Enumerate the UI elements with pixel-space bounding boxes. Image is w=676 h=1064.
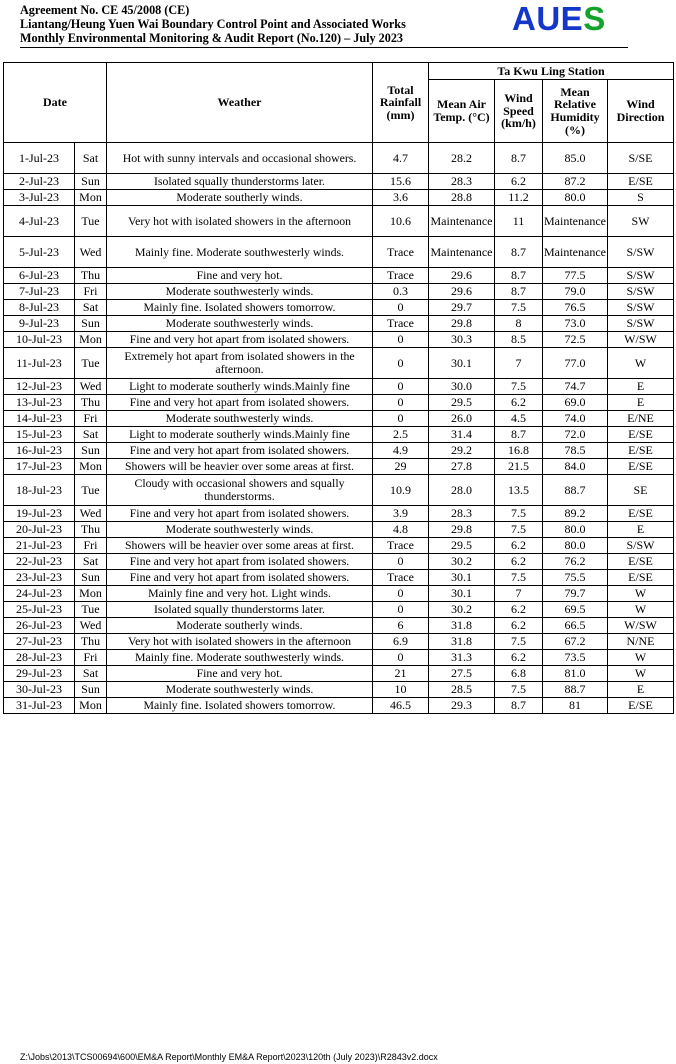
temperature-cell: 30.2	[429, 554, 495, 570]
humidity-cell: 88.7	[543, 682, 608, 698]
temperature-cell: 26.0	[429, 411, 495, 427]
weather-cell: Isolated squally thunderstorms later.	[107, 174, 373, 190]
temperature-cell: 28.3	[429, 174, 495, 190]
wind-direction-cell: W/SW	[608, 332, 674, 348]
rainfall-cell: 0	[373, 300, 429, 316]
humidity-cell: 72.5	[543, 332, 608, 348]
file-path-footer: Z:\Jobs\2013\TCS00694\600\EM&A Report\Monthly EM&A Report\2023\120th (July 2023)\R2843v2.docx	[20, 1052, 438, 1062]
humidity-cell: 77.0	[543, 348, 608, 379]
humidity-cell: Maintenance	[543, 206, 608, 237]
humidity-cell: 81.0	[543, 666, 608, 682]
wind-direction-cell: W	[608, 650, 674, 666]
table-row	[4, 682, 674, 698]
date-cell: 1-Jul-23	[4, 143, 75, 174]
rainfall-cell: 6	[373, 618, 429, 634]
day-cell: Mon	[75, 586, 107, 602]
humidity-cell: 75.5	[543, 570, 608, 586]
temperature-cell: 29.8	[429, 316, 495, 332]
rainfall-cell: 46.5	[373, 698, 429, 714]
wind-direction-cell: E/SE	[608, 570, 674, 586]
table-row	[4, 586, 674, 602]
weather-cell: Mainly fine. Isolated showers tomorrow.	[107, 300, 373, 316]
day-cell: Sat	[75, 427, 107, 443]
wind-speed-cell: 6.2	[495, 554, 543, 570]
rainfall-cell: 0	[373, 554, 429, 570]
day-cell: Mon	[75, 190, 107, 206]
wind-speed-header: Wind Speed (km/h)	[495, 80, 543, 143]
date-cell: 16-Jul-23	[4, 443, 75, 459]
day-cell: Wed	[75, 379, 107, 395]
rainfall-cell: 0	[373, 332, 429, 348]
weather-cell: Mainly fine. Moderate southwesterly winds.	[107, 650, 373, 666]
date-cell: 15-Jul-23	[4, 427, 75, 443]
rainfall-cell: 10	[373, 682, 429, 698]
wind-speed-cell: 6.2	[495, 395, 543, 411]
wind-direction-cell: S	[608, 190, 674, 206]
temp-header: Mean Air Temp. (°C)	[429, 80, 495, 143]
table-row	[4, 284, 674, 300]
weather-table	[3, 62, 674, 714]
wind-direction-cell: SE	[608, 475, 674, 506]
date-cell: 29-Jul-23	[4, 666, 75, 682]
wind-speed-cell: 8	[495, 316, 543, 332]
weather-cell: Moderate southwesterly winds.	[107, 682, 373, 698]
temperature-cell: 29.5	[429, 395, 495, 411]
rainfall-cell: 15.6	[373, 174, 429, 190]
weather-cell: Very hot with isolated showers in the afternoon	[107, 206, 373, 237]
wind-direction-cell: S/SE	[608, 143, 674, 174]
table-row	[4, 698, 674, 714]
rainfall-cell: 0	[373, 586, 429, 602]
humidity-cell: 66.5	[543, 618, 608, 634]
date-cell: 6-Jul-23	[4, 268, 75, 284]
day-cell: Thu	[75, 268, 107, 284]
table-row	[4, 459, 674, 475]
humidity-cell: 69.5	[543, 602, 608, 618]
day-cell: Fri	[75, 411, 107, 427]
wind-speed-cell: 6.8	[495, 666, 543, 682]
weather-cell: Showers will be heavier over some areas at first.	[107, 538, 373, 554]
humidity-cell: 77.5	[543, 268, 608, 284]
wind-speed-cell: 7.5	[495, 682, 543, 698]
temperature-cell: 27.5	[429, 666, 495, 682]
wind-direction-cell: W	[608, 602, 674, 618]
date-cell: 22-Jul-23	[4, 554, 75, 570]
wind-speed-cell: 8.7	[495, 427, 543, 443]
weather-cell: Isolated squally thunderstorms later.	[107, 602, 373, 618]
wind-direction-cell: W/SW	[608, 618, 674, 634]
day-cell: Tue	[75, 475, 107, 506]
temperature-cell: 31.4	[429, 427, 495, 443]
day-cell: Thu	[75, 395, 107, 411]
humidity-cell: 78.5	[543, 443, 608, 459]
humidity-cell: 73.0	[543, 316, 608, 332]
humidity-cell: 76.5	[543, 300, 608, 316]
humidity-cell: 84.0	[543, 459, 608, 475]
day-cell: Fri	[75, 650, 107, 666]
weather-cell: Hot with sunny intervals and occasional showers.	[107, 143, 373, 174]
wind-speed-cell: 7.5	[495, 506, 543, 522]
day-cell: Thu	[75, 522, 107, 538]
wind-direction-cell: E/SE	[608, 427, 674, 443]
temperature-cell: 30.2	[429, 602, 495, 618]
date-cell: 10-Jul-23	[4, 332, 75, 348]
rainfall-cell: 0	[373, 602, 429, 618]
wind-direction-cell: E/SE	[608, 443, 674, 459]
date-cell: 14-Jul-23	[4, 411, 75, 427]
wind-direction-cell: SW	[608, 206, 674, 237]
temperature-cell: 29.3	[429, 698, 495, 714]
wind-speed-cell: 7.5	[495, 570, 543, 586]
table-row	[4, 443, 674, 459]
rainfall-cell: 4.7	[373, 143, 429, 174]
rainfall-cell: 0.3	[373, 284, 429, 300]
date-cell: 7-Jul-23	[4, 284, 75, 300]
humidity-cell: 81	[543, 698, 608, 714]
rainfall-cell: 2.5	[373, 427, 429, 443]
temperature-cell: Maintenance	[429, 237, 495, 268]
table-row	[4, 143, 674, 174]
wind-speed-cell: 11	[495, 206, 543, 237]
header-rule	[20, 47, 628, 48]
wind-direction-cell: E	[608, 682, 674, 698]
wind-direction-header: Wind Direction	[608, 80, 674, 143]
wind-direction-cell: E/SE	[608, 698, 674, 714]
weather-header: Weather	[107, 63, 373, 143]
wind-speed-cell: 6.2	[495, 174, 543, 190]
weather-cell: Fine and very hot apart from isolated showers.	[107, 570, 373, 586]
day-cell: Wed	[75, 506, 107, 522]
weather-cell: Fine and very hot apart from isolated showers.	[107, 443, 373, 459]
weather-cell: Moderate southwesterly winds.	[107, 411, 373, 427]
date-cell: 27-Jul-23	[4, 634, 75, 650]
date-cell: 26-Jul-23	[4, 618, 75, 634]
wind-speed-cell: 16.8	[495, 443, 543, 459]
aues-logo	[512, 1, 606, 37]
weather-cell: Fine and very hot apart from isolated showers.	[107, 332, 373, 348]
wind-speed-cell: 7.5	[495, 300, 543, 316]
agreement-number: Agreement No. CE 45/2008 (CE)	[20, 3, 190, 17]
wind-speed-cell: 8.7	[495, 284, 543, 300]
temperature-cell: 31.3	[429, 650, 495, 666]
day-cell: Sun	[75, 570, 107, 586]
date-cell: 28-Jul-23	[4, 650, 75, 666]
wind-speed-cell: 7.5	[495, 522, 543, 538]
weather-cell: Light to moderate southerly winds.Mainly fine	[107, 427, 373, 443]
rainfall-cell: 0	[373, 411, 429, 427]
rainfall-cell: 29	[373, 459, 429, 475]
humidity-cell: 76.2	[543, 554, 608, 570]
temperature-cell: 29.6	[429, 284, 495, 300]
weather-cell: Cloudy with occasional showers and squally thunderstorms.	[107, 475, 373, 506]
temperature-cell: 27.8	[429, 459, 495, 475]
weather-cell: Very hot with isolated showers in the afternoon	[107, 634, 373, 650]
date-header: Date	[4, 63, 107, 143]
table-row	[4, 618, 674, 634]
wind-speed-cell: 4.5	[495, 411, 543, 427]
wind-speed-cell: 11.2	[495, 190, 543, 206]
wind-direction-cell: S/SW	[608, 237, 674, 268]
weather-cell: Mainly fine. Isolated showers tomorrow.	[107, 698, 373, 714]
wind-speed-cell: 6.2	[495, 650, 543, 666]
wind-direction-cell: E/SE	[608, 459, 674, 475]
weather-cell: Fine and very hot.	[107, 268, 373, 284]
wind-direction-cell: E/NE	[608, 411, 674, 427]
rainfall-cell: 6.9	[373, 634, 429, 650]
day-cell: Wed	[75, 618, 107, 634]
temperature-cell: 29.6	[429, 268, 495, 284]
date-cell: 23-Jul-23	[4, 570, 75, 586]
date-cell: 13-Jul-23	[4, 395, 75, 411]
wind-direction-cell: E/SE	[608, 174, 674, 190]
weather-cell: Moderate southwesterly winds.	[107, 522, 373, 538]
date-cell: 2-Jul-23	[4, 174, 75, 190]
date-cell: 3-Jul-23	[4, 190, 75, 206]
rainfall-cell: 4.9	[373, 443, 429, 459]
date-cell: 5-Jul-23	[4, 237, 75, 268]
logo-text: AUE	[512, 0, 584, 37]
weather-cell: Fine and very hot.	[107, 666, 373, 682]
humidity-cell: 79.7	[543, 586, 608, 602]
report-title: Monthly Environmental Monitoring & Audit Report (No.120) – July 2023	[20, 31, 404, 46]
rainfall-cell: 10.6	[373, 206, 429, 237]
date-cell: 21-Jul-23	[4, 538, 75, 554]
table-row	[4, 190, 674, 206]
day-cell: Tue	[75, 206, 107, 237]
temperature-cell: 30.1	[429, 586, 495, 602]
project-title: Liantang/Heung Yuen Wai Boundary Control Point and Associated Works	[20, 17, 406, 32]
wind-direction-cell: E	[608, 379, 674, 395]
date-cell: 19-Jul-23	[4, 506, 75, 522]
wind-speed-cell: 8.5	[495, 332, 543, 348]
table-row	[4, 666, 674, 682]
humidity-cell: 69.0	[543, 395, 608, 411]
rainfall-cell: 3.6	[373, 190, 429, 206]
temperature-cell: 29.7	[429, 300, 495, 316]
humidity-header: Mean Relative Humidity (%)	[543, 80, 608, 143]
table-row	[4, 634, 674, 650]
temperature-cell: 28.8	[429, 190, 495, 206]
wind-direction-cell: S/SW	[608, 300, 674, 316]
wind-speed-cell: 8.7	[495, 268, 543, 284]
logo-text-last: S	[583, 0, 606, 37]
wind-speed-cell: 8.7	[495, 698, 543, 714]
wind-direction-cell: N/NE	[608, 634, 674, 650]
day-cell: Tue	[75, 602, 107, 618]
rainfall-cell: Trace	[373, 538, 429, 554]
temperature-cell: 29.8	[429, 522, 495, 538]
weather-cell: Mainly fine and very hot. Light winds.	[107, 586, 373, 602]
temperature-cell: 31.8	[429, 634, 495, 650]
temperature-cell: 30.3	[429, 332, 495, 348]
date-cell: 20-Jul-23	[4, 522, 75, 538]
wind-speed-cell: 21.5	[495, 459, 543, 475]
wind-speed-cell: 8.7	[495, 143, 543, 174]
wind-direction-cell: E	[608, 395, 674, 411]
table-row	[4, 427, 674, 443]
table-row	[4, 316, 674, 332]
weather-cell: Fine and very hot apart from isolated showers.	[107, 395, 373, 411]
day-cell: Fri	[75, 284, 107, 300]
wind-direction-cell: S/SW	[608, 538, 674, 554]
weather-cell: Moderate southerly winds.	[107, 618, 373, 634]
weather-cell: Moderate southerly winds.	[107, 190, 373, 206]
humidity-cell: 80.0	[543, 190, 608, 206]
wind-direction-cell: S/SW	[608, 316, 674, 332]
wind-speed-cell: 6.2	[495, 538, 543, 554]
wind-speed-cell: 7.5	[495, 634, 543, 650]
table-row	[4, 174, 674, 190]
wind-direction-cell: E/SE	[608, 554, 674, 570]
wind-speed-cell: 7	[495, 586, 543, 602]
rainfall-cell: 4.8	[373, 522, 429, 538]
rainfall-cell: 0	[373, 379, 429, 395]
temperature-cell: 30.1	[429, 570, 495, 586]
date-cell: 18-Jul-23	[4, 475, 75, 506]
table-row	[4, 570, 674, 586]
rainfall-cell: 0	[373, 650, 429, 666]
table-row	[4, 650, 674, 666]
day-cell: Sat	[75, 666, 107, 682]
wind-speed-cell: 6.2	[495, 618, 543, 634]
table-row	[4, 554, 674, 570]
temperature-cell: 28.3	[429, 506, 495, 522]
temperature-cell: 28.5	[429, 682, 495, 698]
rainfall-header: Total Rainfall (mm)	[373, 63, 429, 143]
weather-table-body	[4, 143, 674, 714]
weather-cell: Moderate southwesterly winds.	[107, 284, 373, 300]
rainfall-cell: 10.9	[373, 475, 429, 506]
temperature-cell: 31.8	[429, 618, 495, 634]
rainfall-cell: Trace	[373, 570, 429, 586]
rainfall-cell: Trace	[373, 268, 429, 284]
humidity-cell: 89.2	[543, 506, 608, 522]
humidity-cell: Maintenance	[543, 237, 608, 268]
rainfall-cell: 0	[373, 395, 429, 411]
day-cell: Sun	[75, 443, 107, 459]
humidity-cell: 85.0	[543, 143, 608, 174]
table-row	[4, 522, 674, 538]
day-cell: Thu	[75, 634, 107, 650]
humidity-cell: 74.0	[543, 411, 608, 427]
rainfall-cell: 0	[373, 348, 429, 379]
wind-direction-cell: E/SE	[608, 506, 674, 522]
day-cell: Sun	[75, 174, 107, 190]
date-cell: 4-Jul-23	[4, 206, 75, 237]
table-row	[4, 268, 674, 284]
date-cell: 11-Jul-23	[4, 348, 75, 379]
humidity-cell: 80.0	[543, 538, 608, 554]
day-cell: Sat	[75, 554, 107, 570]
day-cell: Sat	[75, 143, 107, 174]
weather-cell: Light to moderate southerly winds.Mainly fine	[107, 379, 373, 395]
humidity-cell: 72.0	[543, 427, 608, 443]
day-cell: Mon	[75, 332, 107, 348]
temperature-cell: Maintenance	[429, 206, 495, 237]
table-row	[4, 206, 674, 237]
temperature-cell: 30.0	[429, 379, 495, 395]
date-cell: 12-Jul-23	[4, 379, 75, 395]
humidity-cell: 73.5	[543, 650, 608, 666]
humidity-cell: 88.7	[543, 475, 608, 506]
wind-speed-cell: 7	[495, 348, 543, 379]
wind-direction-cell: S/SW	[608, 284, 674, 300]
weather-cell: Extremely hot apart from isolated showers in the afternoon.	[107, 348, 373, 379]
temperature-cell: 28.0	[429, 475, 495, 506]
day-cell: Sat	[75, 300, 107, 316]
table-row	[4, 506, 674, 522]
rainfall-cell: Trace	[373, 316, 429, 332]
humidity-cell: 80.0	[543, 522, 608, 538]
table-row	[4, 475, 674, 506]
table-row	[4, 379, 674, 395]
wind-direction-cell: W	[608, 348, 674, 379]
temperature-cell: 30.1	[429, 348, 495, 379]
weather-cell: Fine and very hot apart from isolated showers.	[107, 554, 373, 570]
table-row	[4, 395, 674, 411]
station-header: Ta Kwu Ling Station	[429, 63, 674, 80]
temperature-cell: 29.5	[429, 538, 495, 554]
table-row	[4, 237, 674, 268]
wind-speed-cell: 6.2	[495, 602, 543, 618]
temperature-cell: 29.2	[429, 443, 495, 459]
wind-direction-cell: E	[608, 522, 674, 538]
weather-cell: Fine and very hot apart from isolated showers.	[107, 506, 373, 522]
humidity-cell: 87.2	[543, 174, 608, 190]
weather-cell: Moderate southwesterly winds.	[107, 316, 373, 332]
table-row	[4, 411, 674, 427]
date-cell: 9-Jul-23	[4, 316, 75, 332]
temperature-cell: 28.2	[429, 143, 495, 174]
rainfall-cell: Trace	[373, 237, 429, 268]
day-cell: Wed	[75, 237, 107, 268]
wind-speed-cell: 7.5	[495, 379, 543, 395]
date-cell: 31-Jul-23	[4, 698, 75, 714]
table-row	[4, 538, 674, 554]
day-cell: Mon	[75, 459, 107, 475]
date-cell: 8-Jul-23	[4, 300, 75, 316]
day-cell: Fri	[75, 538, 107, 554]
rainfall-cell: 21	[373, 666, 429, 682]
humidity-cell: 74.7	[543, 379, 608, 395]
wind-direction-cell: W	[608, 586, 674, 602]
wind-direction-cell: S/SW	[608, 268, 674, 284]
table-row	[4, 602, 674, 618]
day-cell: Mon	[75, 698, 107, 714]
day-cell: Sun	[75, 316, 107, 332]
wind-direction-cell: W	[608, 666, 674, 682]
date-cell: 25-Jul-23	[4, 602, 75, 618]
date-cell: 24-Jul-23	[4, 586, 75, 602]
rainfall-cell: 3.9	[373, 506, 429, 522]
date-cell: 17-Jul-23	[4, 459, 75, 475]
table-row	[4, 332, 674, 348]
day-cell: Sun	[75, 682, 107, 698]
date-cell: 30-Jul-23	[4, 682, 75, 698]
weather-cell: Showers will be heavier over some areas at first.	[107, 459, 373, 475]
humidity-cell: 79.0	[543, 284, 608, 300]
wind-speed-cell: 8.7	[495, 237, 543, 268]
table-row	[4, 300, 674, 316]
day-cell: Tue	[75, 348, 107, 379]
humidity-cell: 67.2	[543, 634, 608, 650]
weather-cell: Mainly fine. Moderate southwesterly winds.	[107, 237, 373, 268]
table-row	[4, 348, 674, 379]
wind-speed-cell: 13.5	[495, 475, 543, 506]
